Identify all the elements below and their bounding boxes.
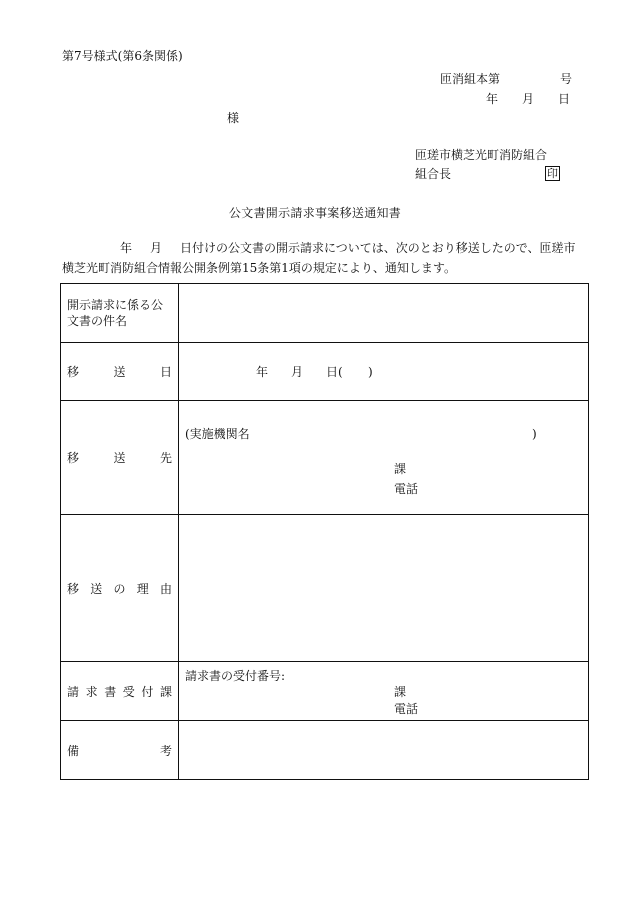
- label-char: 課: [159, 684, 172, 699]
- label-char: 書: [104, 684, 117, 699]
- label-receiving-section: [61, 662, 179, 721]
- document-number-suffix: 号: [560, 72, 573, 86]
- destination-section: 課: [394, 462, 407, 476]
- form-table: [60, 283, 589, 780]
- transfer-month: 月: [291, 365, 304, 379]
- label-char: 求: [85, 684, 98, 699]
- destination-agency-label: (実施機関名: [185, 427, 250, 441]
- label-char: 送: [113, 451, 126, 465]
- label-char: 受: [122, 684, 135, 699]
- seal-mark: 印: [547, 167, 558, 180]
- label-char: 備: [67, 743, 80, 758]
- sender-organization: 匝瑳市横芝光町消防組合: [415, 148, 548, 162]
- label-char: 考: [159, 743, 172, 758]
- label-char: 移: [67, 581, 80, 596]
- label-transfer-date: [61, 343, 179, 401]
- label-char: 送: [113, 365, 126, 379]
- intro-line-1: [120, 241, 576, 255]
- field-transfer-destination[interactable]: [179, 401, 589, 515]
- label-transfer-reason: [61, 515, 179, 662]
- table-row-transfer-reason: [61, 515, 589, 662]
- table-row-subject: [61, 284, 589, 343]
- label-remarks: [61, 721, 179, 780]
- document-number-prefix: 匝消組本第: [440, 72, 501, 86]
- document-date: [486, 92, 570, 106]
- document-number: [440, 72, 572, 86]
- label-char: 理: [136, 581, 149, 596]
- transfer-day: 日(: [326, 365, 343, 379]
- destination-agency-close: ): [532, 427, 537, 441]
- label-char: 請: [67, 684, 80, 699]
- label-char: 先: [159, 451, 172, 465]
- receiving-section: 課: [394, 685, 407, 699]
- label-char: 移: [67, 451, 80, 465]
- table-row-transfer-destination: [61, 401, 589, 515]
- intro-line-2: 横芝光町消防組合情報公開条例第15条第1項の規定により、通知します。: [62, 261, 456, 275]
- label-char: 由: [159, 581, 172, 596]
- label-char: 付: [141, 684, 154, 699]
- date-year: 年: [486, 92, 499, 106]
- field-document-subject[interactable]: [179, 284, 589, 343]
- receiving-phone: 電話: [394, 702, 419, 716]
- date-month: 月: [522, 92, 535, 106]
- label-char: 送: [90, 581, 103, 596]
- label-document-subject-text: 開示請求に係る公文書の件名: [67, 298, 164, 328]
- form-number: 第7号様式(第6条関係): [62, 49, 183, 63]
- label-char: の: [113, 581, 126, 596]
- intro-month: 月: [150, 241, 163, 255]
- field-transfer-date[interactable]: [179, 343, 589, 401]
- label-transfer-destination: [61, 401, 179, 515]
- addressee-honorific: 様: [227, 111, 240, 125]
- label-char: 移: [67, 365, 80, 379]
- label-document-subject: [61, 284, 179, 343]
- table-row-remarks: [61, 721, 589, 780]
- date-day: 日: [558, 92, 571, 106]
- table-row-transfer-date: [61, 343, 589, 401]
- sender-title: 組合長: [415, 167, 452, 181]
- transfer-weekday-close: ): [368, 365, 373, 379]
- intro-year: 年: [120, 241, 133, 255]
- table-row-receiving-section: [61, 662, 589, 721]
- field-transfer-reason[interactable]: [179, 515, 589, 662]
- destination-phone: 電話: [394, 482, 419, 496]
- transfer-year: 年: [256, 365, 269, 379]
- field-remarks[interactable]: [179, 721, 589, 780]
- document-title: 公文書開示請求事案移送通知書: [228, 206, 402, 220]
- receipt-number-label: 請求書の受付番号:: [185, 669, 286, 683]
- field-receiving-section[interactable]: [179, 662, 589, 721]
- label-char: 日: [159, 365, 172, 379]
- intro-text-1: 日付けの公文書の開示請求については、次のとおり移送したので、匝瑳市: [180, 241, 576, 255]
